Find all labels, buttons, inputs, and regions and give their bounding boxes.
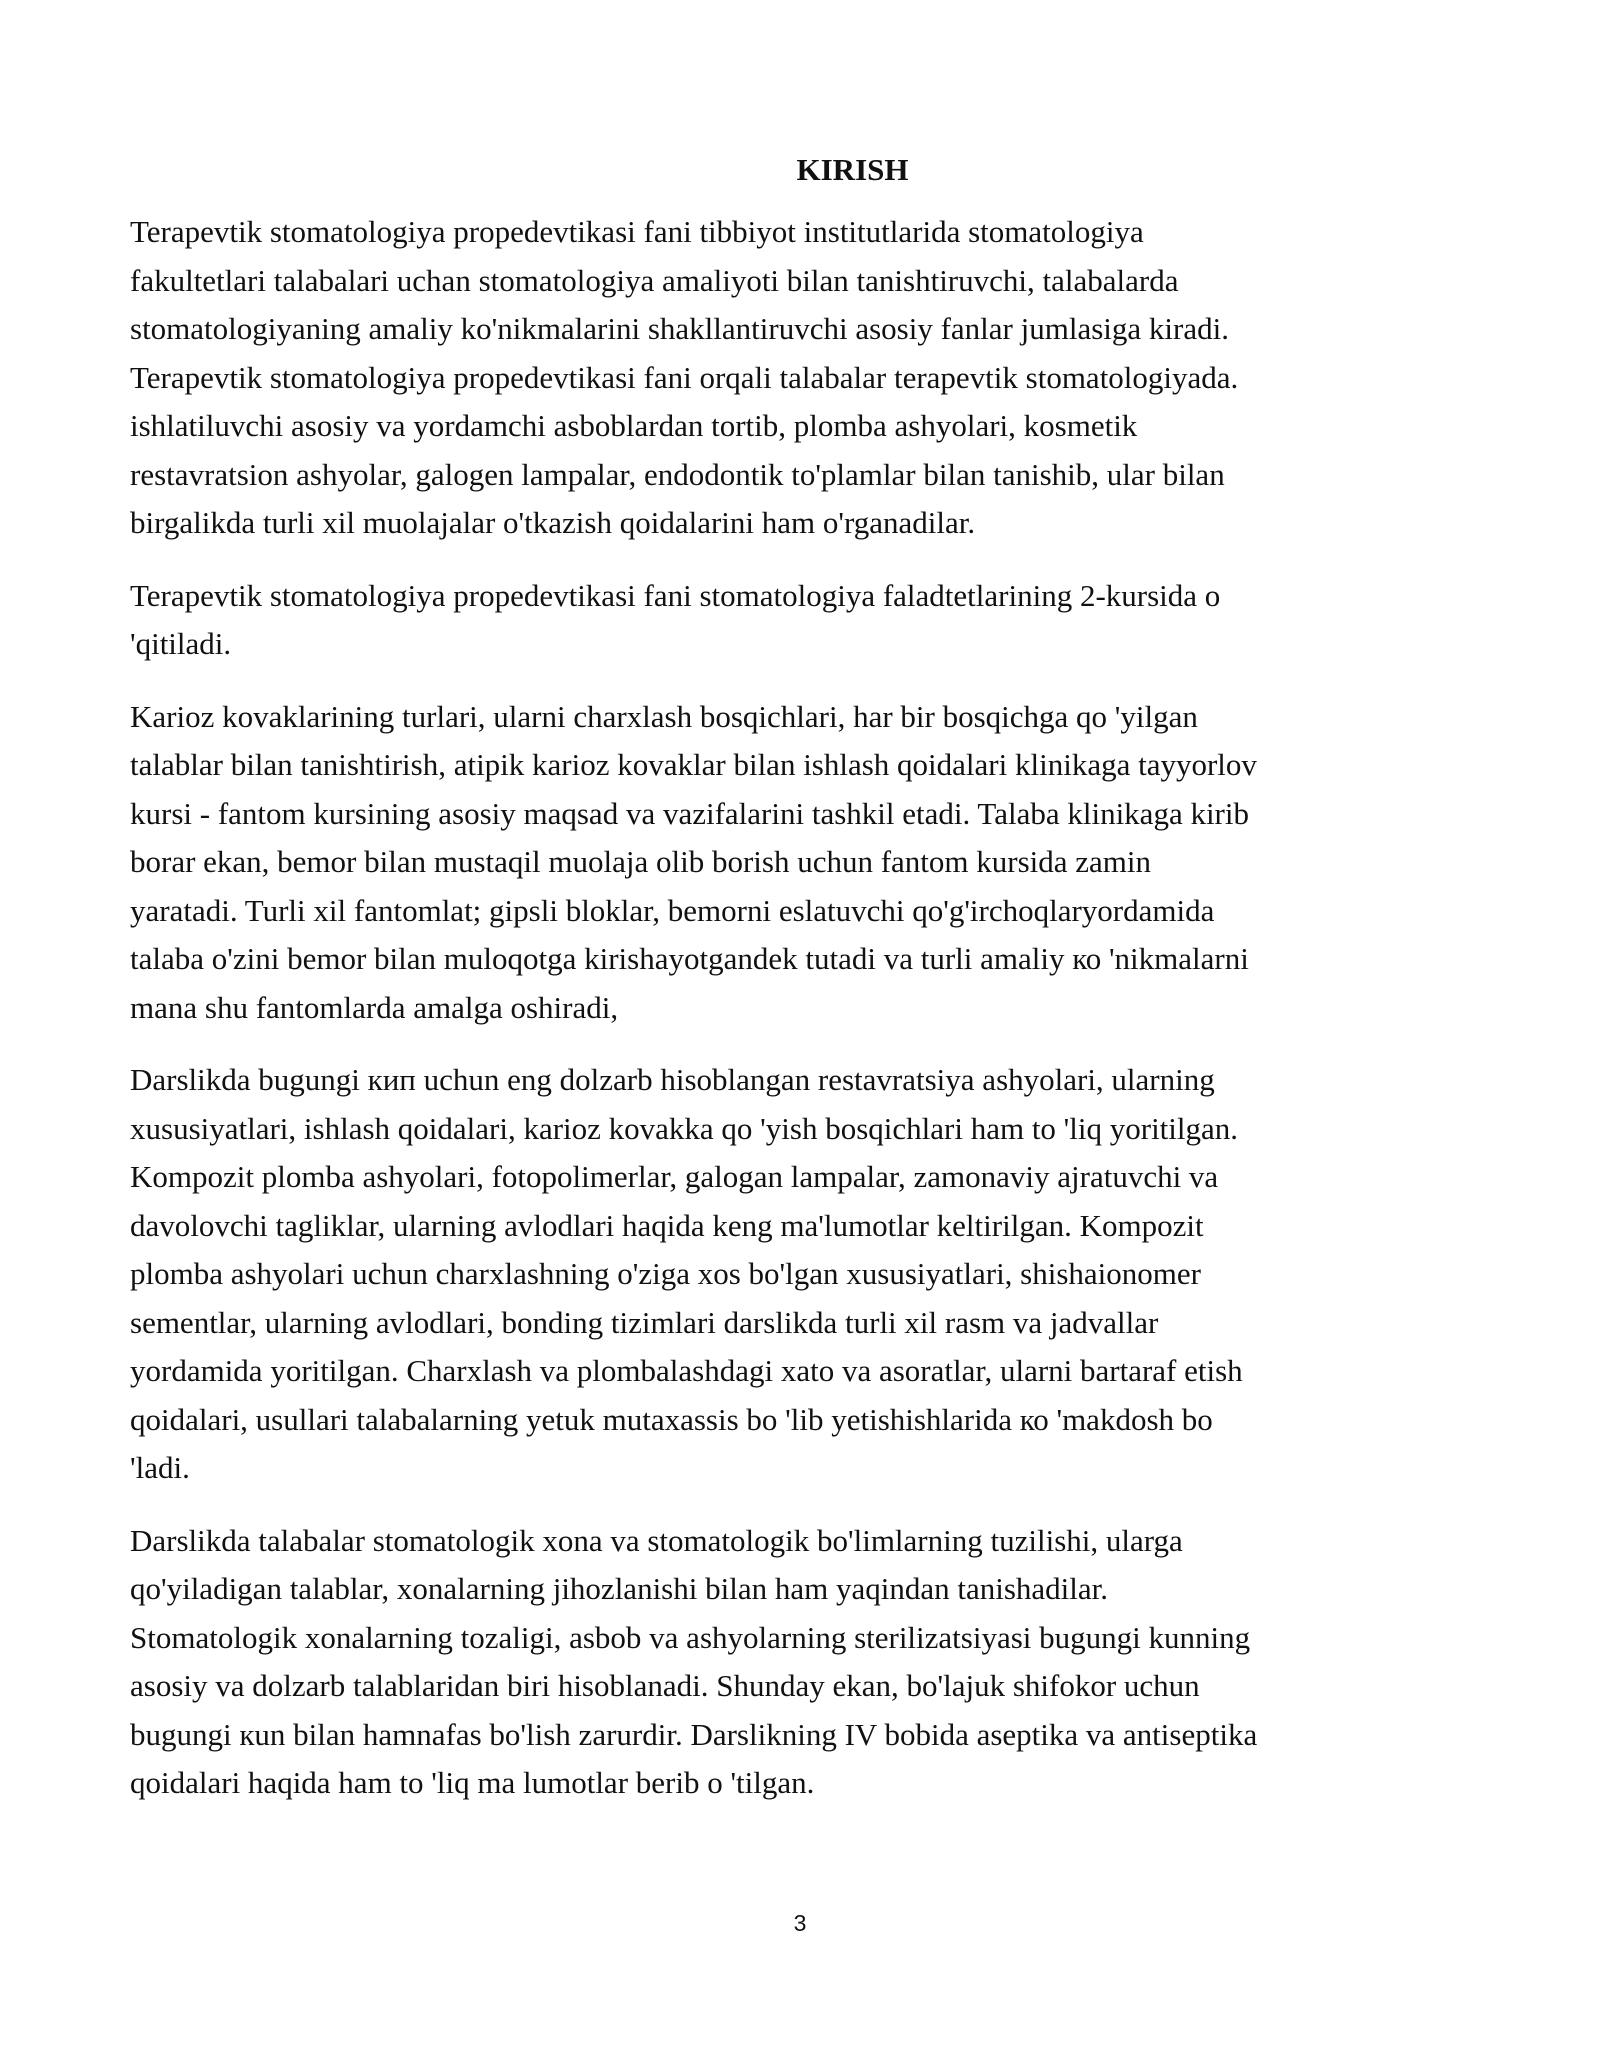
text-line: yaratadi. Turli xil fantomlat; gipsli bloklar, bemorni eslatuvchi qo'g'irchoqlaryordamida <box>130 892 1215 928</box>
text-line: stomatologiyaning amaliy ko'nikmalarini shakllantiruvchi asosiy fanlar jumlasiga kiradi. <box>130 311 1229 346</box>
text-line: sementlar, ularning avlodlari, bonding tizimlari darslikda turli xil rasm va jadvallar <box>130 1304 1159 1340</box>
text-line: xususiyatlari, ishlash qoidalari, karioz kovakka qo 'yish bosqichlari ham to 'liq yoritilgan. <box>130 1110 1239 1146</box>
text-line: birgalikda turli xil muolajalar o'tkazish qoidalarini ham o'rganadilar. <box>130 505 976 540</box>
text-line: plomba ashyolari uchun charxlashning o'ziga xos bo'lgan xususiyatlari, shishaionomer <box>130 1256 1201 1291</box>
text-line: qoidalari, usullari talabalarning yetuk mutaxassis bo 'lib yetishishlarida ко 'makdosh bo <box>130 1401 1213 1437</box>
text-line: 'qitiladi. <box>130 626 232 661</box>
text-line: qo'yiladigan talablar, xonalarning jihozlanishi bilan ham yaqindan tanishadilar. <box>130 1571 1108 1606</box>
text-line: talaba o'zini bemor bilan muloqotga kirishayotgandek tutadi va turli amaliy ко 'nikmalarni <box>130 941 1249 976</box>
text-line: talablar bilan tanishtirish, atipik karioz kovaklar bilan ishlash qoidalari klinikaga tayyorlov <box>130 747 1257 782</box>
paragraph <box>130 1517 1485 1808</box>
text-line: kursi - fantom kursining asosiy maqsad va vazifalarini tashkil etadi. Talaba klinikaga kirib <box>130 795 1249 831</box>
paragraph <box>130 693 1485 1033</box>
paragraph <box>130 572 1485 669</box>
text-line: qoidalari haqida ham to 'liq ma lumotlar berib o 'tilgan. <box>130 1765 815 1800</box>
text-line: mana shu fantomlarda amalga oshiradi, <box>130 989 619 1025</box>
paragraph <box>130 208 1485 548</box>
page-number: 3 <box>793 1910 807 1936</box>
text-line: borar ekan, bemor bilan mustaqil muolaja olib borish uchun fantom kursida zamin <box>130 844 1152 879</box>
document-body <box>130 148 1485 1832</box>
text-line: Terapevtik stomatologiya propedevtikasi fani stomatologiya faladtetlarining 2-kursida o <box>130 577 1221 613</box>
text-line: Darslikda bugungi кип uchun eng dolzarb hisoblangan restavratsiya ashyolari, ularning <box>130 1062 1215 1097</box>
text-line: ishlatiluvchi asosiy va yordamchi asboblardan tortib, plomba ashyolari, kosmetik <box>130 408 1138 443</box>
text-line: asosiy va dolzarb talablaridan biri hisoblanadi. Shunday ekan, bo'lajuk shifokor uchun <box>130 1668 1200 1703</box>
text-line: Terapevtik stomatologiya propedevtikasi fani tibbiyot institutlarida stomatologiya <box>130 214 1144 249</box>
paragraph-list <box>130 208 1485 1808</box>
text-line: Terapevtik stomatologiya propedevtikasi fani orqali talabalar terapevtik stomatologiyada. <box>130 359 1239 395</box>
text-line: 'ladi. <box>130 1450 190 1485</box>
text-line: Karioz kovaklarining turlari, ularni charxlash bosqichlari, har bir bosqichga qo 'yilgan <box>130 698 1198 734</box>
text-line: Darslikda talabalar stomatologik xona va stomatologik bo'limlarning tuzilishi, ularga <box>130 1522 1183 1558</box>
text-line: fakultetlari talabalari uchan stomatologiya amaliyoti bilan tanishtiruvchi, talabalarda <box>130 262 1179 298</box>
paragraph <box>130 1056 1485 1493</box>
text-line: bugungi кun bilan hamnafas bo'lish zarurdir. Darslikning IV bobida aseptika va antiseptika <box>130 1716 1258 1752</box>
text-line: restavratsion ashyolar, galogen lampalar, endodontik to'plamlar bilan tanishib, ular bilan <box>130 456 1225 492</box>
text-line: Kompozit plomba ashyolari, fotopolimerlar, galogan lampalar, zamonaviy ajratuvchi va <box>130 1159 1219 1194</box>
text-line: davolovchi tagliklar, ularning avlodlari haqida keng ma'lumotlar keltirilgan. Kompozit <box>130 1207 1204 1243</box>
text-line: yordamida yoritilgan. Charxlash va plombalashdagi xato va asoratlar, ularni bartaraf etish <box>130 1353 1243 1388</box>
page-title: KIRISH <box>796 152 909 187</box>
text-line: Stomatologik xonalarning tozaligi, asbob va ashyolarning sterilizatsiyasi bugungi kunning <box>130 1619 1251 1655</box>
